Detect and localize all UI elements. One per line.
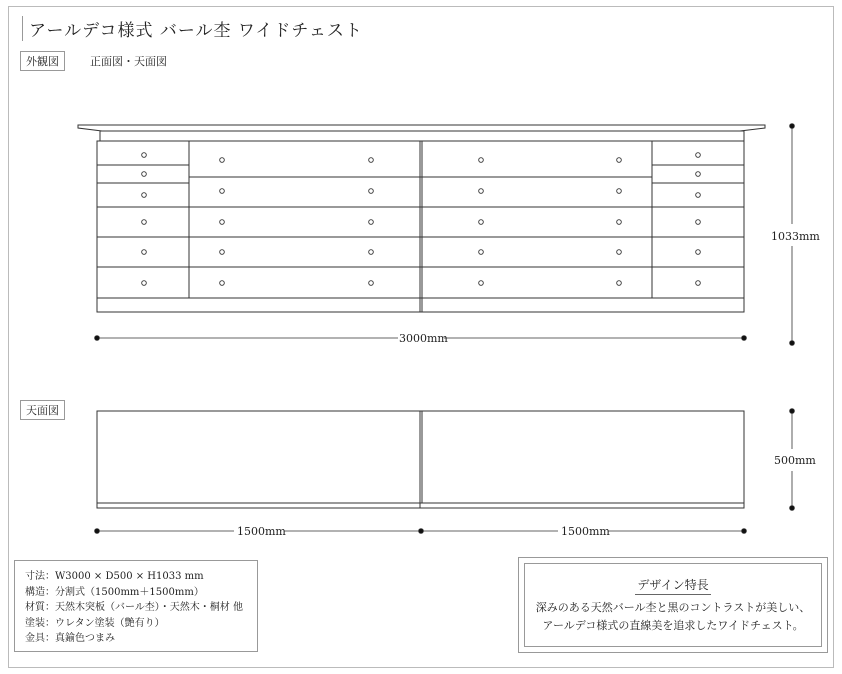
feature-line: アールデコ様式の直線美を追求したワイドチェスト。: [542, 619, 804, 632]
spec-line: 材質：天然木突板（バール杢）・天然木・桐材 他: [25, 602, 243, 613]
feature-box: [524, 563, 822, 647]
spec-line: 寸法：W3000 × D500 × H1033 mm: [25, 571, 204, 582]
depth-label: 500mm: [774, 454, 816, 467]
height-label: 1033mm: [771, 230, 820, 243]
drawer-knobs: [142, 153, 701, 286]
cornice-lower: [100, 131, 744, 141]
cornice: [78, 125, 765, 131]
spec-box: [14, 560, 258, 652]
top-view-tag: 天面図: [20, 400, 65, 420]
width-label: 3000mm: [399, 332, 448, 345]
half-right-label: 1500mm: [561, 525, 610, 538]
spec-line: 塗装：ウレタン塗装（艶有り）: [25, 617, 165, 629]
spec-line: 金具：真鍮色つまみ: [25, 633, 115, 644]
half-left-label: 1500mm: [237, 525, 286, 538]
feature-line: 深みのある天然バール杢と黒のコントラストが美しい、: [535, 601, 811, 614]
half-dimensions: [95, 529, 747, 534]
feature-title: デザイン特長: [635, 576, 710, 595]
exterior-tag: 外観図: [20, 51, 65, 71]
spec-line: 構造：分割式（1500mm＋1500mm）: [25, 586, 204, 598]
exterior-subtitle: 正面図・天面図: [90, 55, 167, 68]
page-title: アールデコ様式 バール杢 ワイドチェスト: [22, 16, 363, 41]
